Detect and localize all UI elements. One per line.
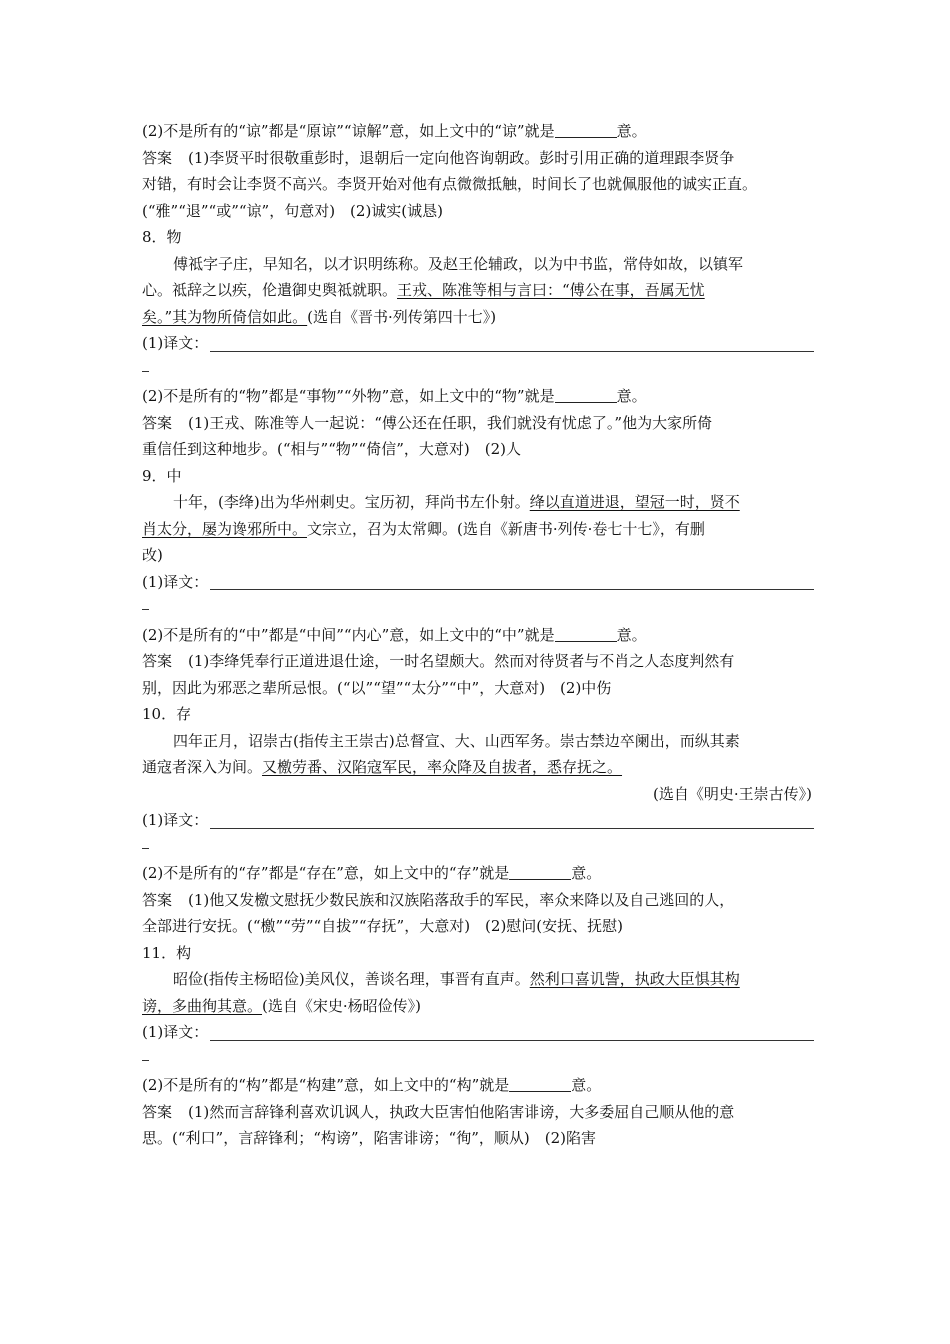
answer-label: 答案 xyxy=(142,413,173,432)
q7-part2: (2)不是所有的“谅”都是“原谅”“谅解”意，如上文中的“谅”就是 意。 xyxy=(142,122,647,140)
underlined-sentence: 王戎、陈准等相与言曰：“傅公在事，吾属无忧 xyxy=(397,281,705,299)
q9-passage: 十年，(李绛)出为华州刺史。宝历初，拜尚书左仆射。绛以直道进退，望冠一时，贤不 xyxy=(173,493,740,511)
q11-passage: 谤，多曲徇其意。(选自《宋史·杨昭俭传》) xyxy=(142,996,421,1015)
answer-blank[interactable] xyxy=(509,1075,571,1092)
underlined-sentence: 谤，多曲徇其意。 xyxy=(142,996,263,1015)
q10-source: (选自《明史·王崇古传》) xyxy=(653,784,812,803)
q8-answer-line: 答案 (1)王戎、陈准等人一起说：“傅公还在任职，我们就没有忧虑了。”他为大家所倚 xyxy=(142,413,713,432)
q11-title: 11．构 xyxy=(142,943,192,962)
translation-line[interactable] xyxy=(210,811,814,829)
q11-passage: 昭俭(指传主杨昭俭)美风仪，善谈名理，事晋有直声。然利口喜讥訾，执政大臣惧其构 xyxy=(173,970,740,988)
underlined-sentence: 然利口喜讥訾，执政大臣惧其构 xyxy=(529,970,740,988)
q8-passage: 心。祗辞之以疾，伦遣御史舆祗就职。王戎、陈准等相与言曰：“傅公在事，吾属无忧 xyxy=(142,281,705,299)
q10-passage: 通寇者深入为间。又檄劳番、汉陷寇军民，率众降及自拔者，悉存抚之。 xyxy=(142,758,623,776)
underlined-sentence: 绛以直道进退，望冠一时，贤不 xyxy=(529,493,740,511)
translation-line[interactable] xyxy=(210,334,814,352)
answer-blank[interactable] xyxy=(509,863,571,880)
document-page xyxy=(142,118,814,1152)
q10-title: 10．存 xyxy=(142,705,192,723)
translation-line-continued xyxy=(142,834,814,861)
q9-part2: (2)不是所有的“中”都是“中间”“内心”意，如上文中的“中”就是 意。 xyxy=(142,625,647,644)
answer-label: 答案 xyxy=(142,148,173,167)
q9-passage: 肖太分，屡为谗邪所中。文宗立，召为太常卿。(选自《新唐书·列传·卷七十七》，有删 xyxy=(142,519,705,538)
answer-blank[interactable] xyxy=(555,386,617,403)
q8-answer-line: 重信任到这种地步。(“相与”“物”“倚信”，大意对) (2)人 xyxy=(142,440,521,458)
underlined-sentence: 矣。”其为物所倚信如此。 xyxy=(142,307,308,326)
q8-passage: 傅祗字子庄，早知名，以才识明练称。及赵王伦辅政，以为中书监，常侍如故，以镇军 xyxy=(173,254,744,273)
q11-translation-row: (1)译文： xyxy=(142,1019,814,1046)
answer-blank[interactable] xyxy=(555,625,617,642)
q9-translation-row: (1)译文： xyxy=(142,569,814,596)
q9-passage: 改) xyxy=(142,546,163,564)
q9-answer-line: 答案 (1)李绛凭奉行正道进退仕途，一时名望颇大。然而对待贤者与不肖之人态度判然有 xyxy=(142,652,735,670)
q8-title: 8．物 xyxy=(142,228,182,246)
q11-answer-line: 思。(“利口”，言辞锋利；“构谤”，陷害诽谤；“徇”，顺从) (2)陷害 xyxy=(142,1129,596,1147)
answer-blank[interactable] xyxy=(555,121,617,138)
q8-part2: (2)不是所有的“物”都是“事物”“外物”意，如上文中的“物”就是 意。 xyxy=(142,387,647,405)
q7-answer-line: 答案 (1)李贤平时很敬重彭时，退朝后一定向他咨询朝政。彭时引用正确的道理跟李贤争 xyxy=(142,148,735,167)
q10-answer-line: 答案 (1)他又发檄文慰抚少数民族和汉族陷落敌手的军民，率众来降以及自己逃回的人， xyxy=(142,890,735,909)
q10-passage: 四年正月，诏崇古(指传主王崇古)总督宣、大、山西军务。崇古禁边卒阑出，而纵其素 xyxy=(173,731,740,750)
q11-part2: (2)不是所有的“构”都是“构建”意，如上文中的“构”就是 意。 xyxy=(142,1076,602,1094)
q10-part2: (2)不是所有的“存”都是“存在”意，如上文中的“存”就是 意。 xyxy=(142,864,602,882)
answer-label: 答案 xyxy=(142,890,173,909)
q10-answer-line: 全部进行安抚。(“檄”“劳”“自拔”“存抚”，大意对) (2)慰问(安抚、抚慰) xyxy=(142,917,624,935)
translation-line-continued xyxy=(142,1046,814,1073)
q8-passage: 矣。”其为物所倚信如此。(选自《晋书·列传第四十七》) xyxy=(142,307,497,326)
q9-title: 9．中 xyxy=(142,466,182,485)
q11-answer-line: 答案 (1)然而言辞锋利喜欢讥讽人，执政大臣害怕他陷害诽谤，大多委屈自己顺从他的意 xyxy=(142,1102,735,1121)
translation-line[interactable] xyxy=(210,572,814,590)
translation-line[interactable] xyxy=(210,1023,814,1041)
underlined-sentence: 又檄劳番、汉陷寇军民，率众降及自拔者，悉存抚之。 xyxy=(262,758,623,776)
q10-translation-row: (1)译文： xyxy=(142,807,814,834)
q8-translation-row: (1)译文： xyxy=(142,330,814,357)
answer-label: 答案 xyxy=(142,652,173,670)
answer-label: 答案 xyxy=(142,1102,173,1121)
translation-line-continued xyxy=(142,595,814,622)
underlined-sentence: 肖太分，屡为谗邪所中。 xyxy=(142,519,308,538)
q9-answer-line: 别，因此为邪恶之辈所忌恨。(“以”“望”“太分”“中”，大意对) (2)中伤 xyxy=(142,678,612,697)
q7-answer-line: (“雅”“退”“或”“谅”，句意对) (2)诚实(诚恳) xyxy=(142,201,444,220)
translation-line-continued xyxy=(142,357,814,384)
q7-answer-line: 对错，有时会让李贤不高兴。李贤开始对他有点微微抵触，时间长了也就佩服他的诚实正直。 xyxy=(142,175,758,193)
